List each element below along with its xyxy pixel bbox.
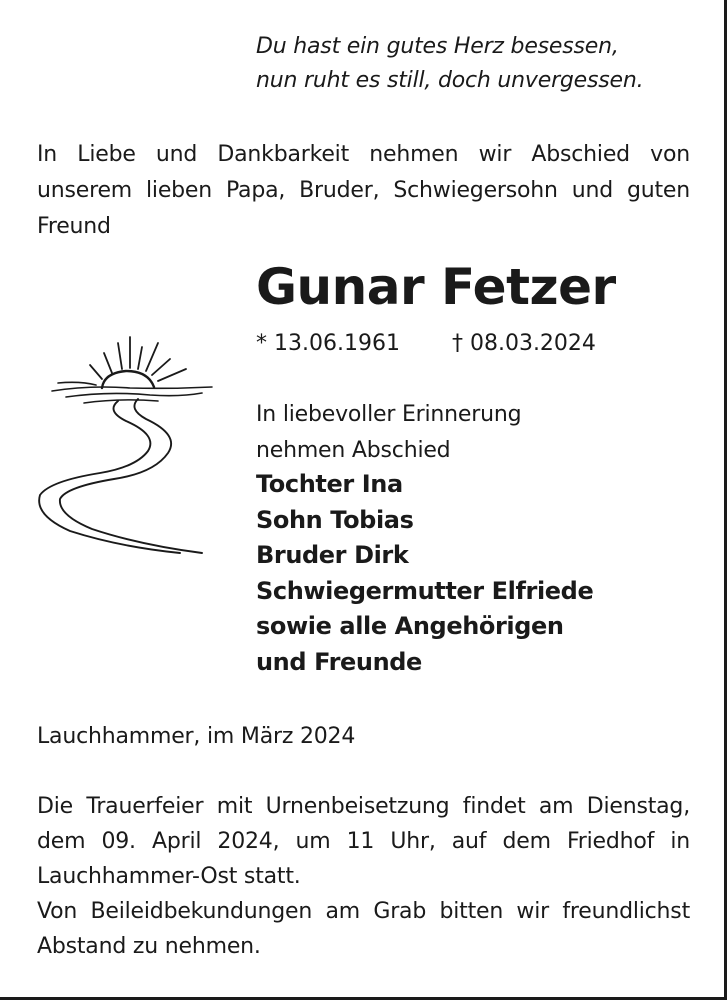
mourner: Schwiegermutter Elfriede [256,576,594,605]
memory-line-1: In liebevoller Erinnerung [256,402,522,427]
mourner: Tochter Ina [256,470,403,498]
mourner: Sohn Tobias [256,505,414,534]
mourner: und Freunde [256,647,422,676]
birth-date: * 13.06.1961 [256,331,400,356]
life-dates [256,326,596,362]
funeral-service-text: Die Trauerfeier mit Urnenbeisetzung findet am Dienstag, dem 09. April 2024, um 11 Uhr, auf dem Friedhof in Lauchhammer-Ost statt. [37,794,690,889]
death-date: † 08.03.2024 [451,331,596,356]
condolence-note: Von Beileidbekundungen am Grab bitten wir freundlichst Abstand zu nehmen. [37,899,690,959]
mourner: Bruder Dirk [256,541,409,569]
mourners-list [256,467,593,680]
place-date: Lauchhammer, im März 2024 [37,724,356,749]
intro-text: In Liebe und Dankbarkeit nehmen wir Abschied von unserem lieben Papa, Bruder, Schwiegersohn und guten Freund [37,142,690,239]
motto-line-2: nun ruht es still, doch unvergessen. [256,68,644,93]
memory-text [256,397,521,469]
sunset-path-icon [30,335,225,555]
motto-verse [256,30,696,98]
deceased-name: Gunar Fetzer [256,258,616,316]
funeral-info [37,789,690,964]
motto-line-1: Du hast ein gutes Herz besessen, [256,34,619,59]
mourner: sowie alle Angehörigen [256,612,564,640]
memory-line-2: nehmen Abschied [256,438,451,463]
